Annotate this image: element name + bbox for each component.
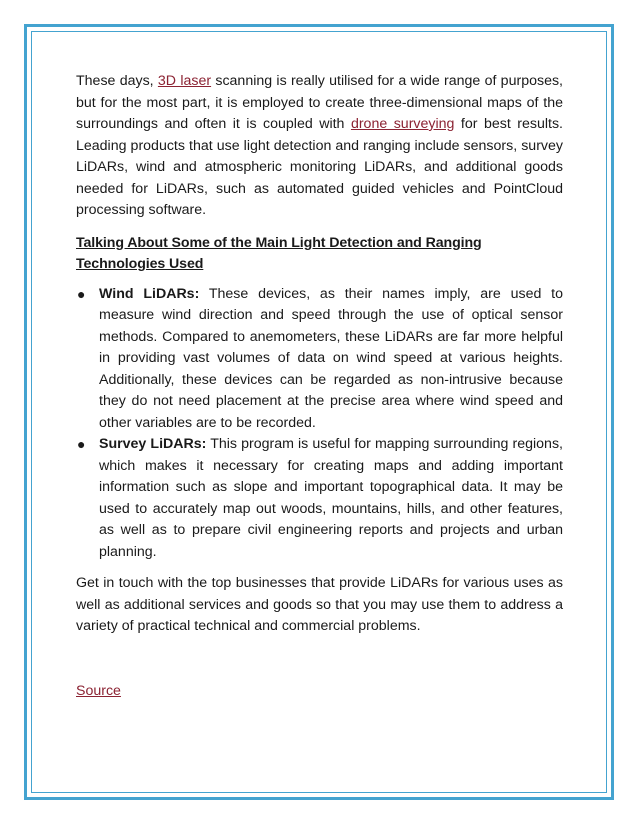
source-line [76, 681, 563, 703]
list-item-wind-lidars [76, 284, 563, 435]
bullet-text: This program is useful for mapping surrounding regions, which makes it necessary for creating maps and adding important information such as slope and important topographical data. It may be used to accurately map out woods, mountains, hills, and other features, as well as to prepare civil engineering reports and projects and urban planning. [99, 436, 563, 560]
bullet-icon: ● [77, 436, 86, 452]
list-item-survey-lidars [76, 434, 563, 563]
bullet-term: Wind LiDARs: [99, 285, 200, 302]
bullet-icon: ● [77, 285, 86, 302]
document-body [76, 71, 563, 702]
intro-text-3: for best results. Leading products that use light detection and ranging include sensors, survey LiDARs, wind and atmospheric monitoring LiDARs, and additional goods needed for LiDARs, such as automated guided vehicles and PointCloud processing software. [76, 116, 564, 218]
bullet-term: Survey LiDARs: [99, 436, 207, 452]
drone-surveying-link[interactable]: drone surveying [350, 116, 455, 132]
intro-text-1: These days, [76, 73, 158, 89]
bullet-text: These devices, as their names imply, are used to measure wind direction and speed through the use of optical sensor methods. Compared to anemometers, these LiDARs are far more helpful in providing vast volumes of data on wind speed at various heights. Additionally, these devices can be regarded as non-intrusive because they do not need placement at the precise area where wind speed and other variables are to be recorded. [99, 285, 563, 431]
intro-text-2: scanning is really utilised for a wide range of purposes, but for the most part, it is employed to create three-dimensional maps of the surroundings and often it is coupled with [76, 73, 563, 132]
source-link[interactable]: Source [76, 682, 121, 699]
closing-paragraph: Get in touch with the top businesses that provide LiDARs for various uses as well as additional services and goods so that you may use them to address a variety of practical technical and commercial problems. [76, 575, 563, 634]
intro-paragraph [76, 71, 563, 222]
technology-list [76, 284, 563, 564]
3d-laser-link[interactable]: 3D laser [157, 73, 212, 89]
section-heading: Talking About Some of the Main Light Detection and Ranging Technologies Used [76, 234, 482, 272]
